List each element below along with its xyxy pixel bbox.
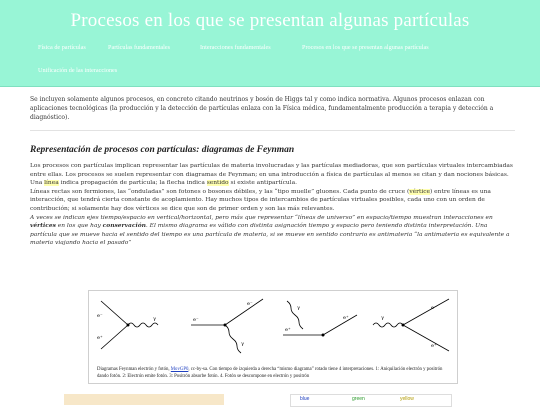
nav-item-unificacion[interactable]: Unificación de las interacciones — [38, 67, 118, 74]
svg-text:e⁻: e⁻ — [97, 313, 103, 319]
nav-item-procesos[interactable]: Procesos en los que se presentan algunas partículas — [302, 44, 429, 51]
feynman-diagram-2 — [185, 295, 271, 355]
nav-item-particulas-fundamentales[interactable]: Partículas fundamentales — [108, 44, 171, 51]
color-label-green: green — [352, 396, 365, 402]
svg-text:e⁺: e⁺ — [97, 335, 103, 341]
svg-text:γ: γ — [153, 316, 156, 322]
section-title: Representación de procesos con partículas: diagramas de Feynman — [30, 145, 295, 155]
paragraph: Una línea indica propagación de partícula; la flecha indica sentido si existe antipartícula. — [30, 180, 297, 187]
feynman-figure — [88, 290, 458, 384]
feynman-diagram-1 — [93, 295, 179, 355]
paragraph: Los procesos con partículas implican representar las partículas de materia involucradas y las partículas mediadoras, que son partículas virtuales intercambiadas entre ellas. Los procesos se suelen representar con diagramas de Feynman; en una introducción a física de partículas al menos se citan y dan nociones básicas. — [30, 163, 513, 178]
svg-text:e⁻: e⁻ — [193, 317, 199, 323]
paragraph: Líneas rectas son fermiones, las “onduladas” son fotones o bosones débiles, y las “tipo muelle” gluones. Cada punto de cruce (vértice) entre líneas es una interacción, que tendrá cierta constante de acoplamiento. Hay muchos tipos de intercambios de partículas virtuales posibles, cada uno con un orden de contribución; si solamente hay dos vértices se dice que son de primer orden y son las más relevantes. — [30, 188, 491, 212]
next-figure-right — [290, 394, 452, 407]
next-figure-left — [64, 394, 224, 405]
site-title: Procesos en los que se presentan algunas partículas — [70, 10, 470, 31]
svg-text:γ: γ — [241, 341, 244, 347]
divider — [30, 130, 515, 131]
section-body — [30, 162, 515, 248]
svg-text:e⁺: e⁺ — [285, 327, 291, 333]
svg-text:γ: γ — [381, 315, 384, 321]
intro-paragraph: Se incluyen solamente algunos procesos, en concreto citando neutrinos y bosón de Higgs tal y como indica normativa. Algunos procesos enlazan con aplicaciones tecnológicas (la producción y la detección de partículas enlaza con la Física médica, fundamentalmente producción a terapia y detección a diagnóstico). — [30, 96, 494, 121]
svg-text:e⁺: e⁺ — [431, 343, 437, 349]
svg-text:e⁻: e⁻ — [431, 305, 437, 311]
svg-text:e⁺: e⁺ — [343, 315, 349, 321]
nav-item-fisica-particulas[interactable]: Física de partículas — [38, 44, 86, 51]
svg-text:γ: γ — [297, 305, 300, 311]
color-label-blue: blue — [300, 396, 310, 402]
feynman-diagram-4 — [369, 295, 455, 355]
feynman-diagram-3 — [277, 295, 363, 355]
color-label-yellow: yellow — [400, 396, 414, 402]
site-header — [0, 0, 540, 87]
paragraph: A veces se indican ejes tiempo/espacio en vertical/horizontal, pero más que representar “líneas de universo” en espacio/tiempo muestran interacciones en vértices en los que hay conservación. El mismo diagrama es válido con distinta asignación tiempo y espacio pero teniendo distinta interpretación. Una partícula que se mueve hacia el sentido del tiempo es una partícula de materia, si se mueve en sentido contrario es antimateria “la antimateria es equivalente a materia viajando hacia el pasado” — [30, 214, 510, 247]
nav-item-interacciones-fundamentales[interactable]: Interacciones fundamentales — [200, 44, 271, 51]
author-link[interactable]: MovGP0 — [170, 367, 189, 372]
svg-text:e⁻: e⁻ — [247, 301, 253, 307]
figure-caption: Diagramas Feynman electrón y fotón, MovGP0, cc-by-sa. Con tiempo de izquierda a derecha “mismo diagrama” rotado tiene 4 interpretaciones. 1: Aniquilación electrón y positrón dando fotón. 2: Electrón emite fotón. 3: Positrón absorbe fotón. 4. Fotón se descompone en electrón y positrón — [97, 367, 443, 379]
